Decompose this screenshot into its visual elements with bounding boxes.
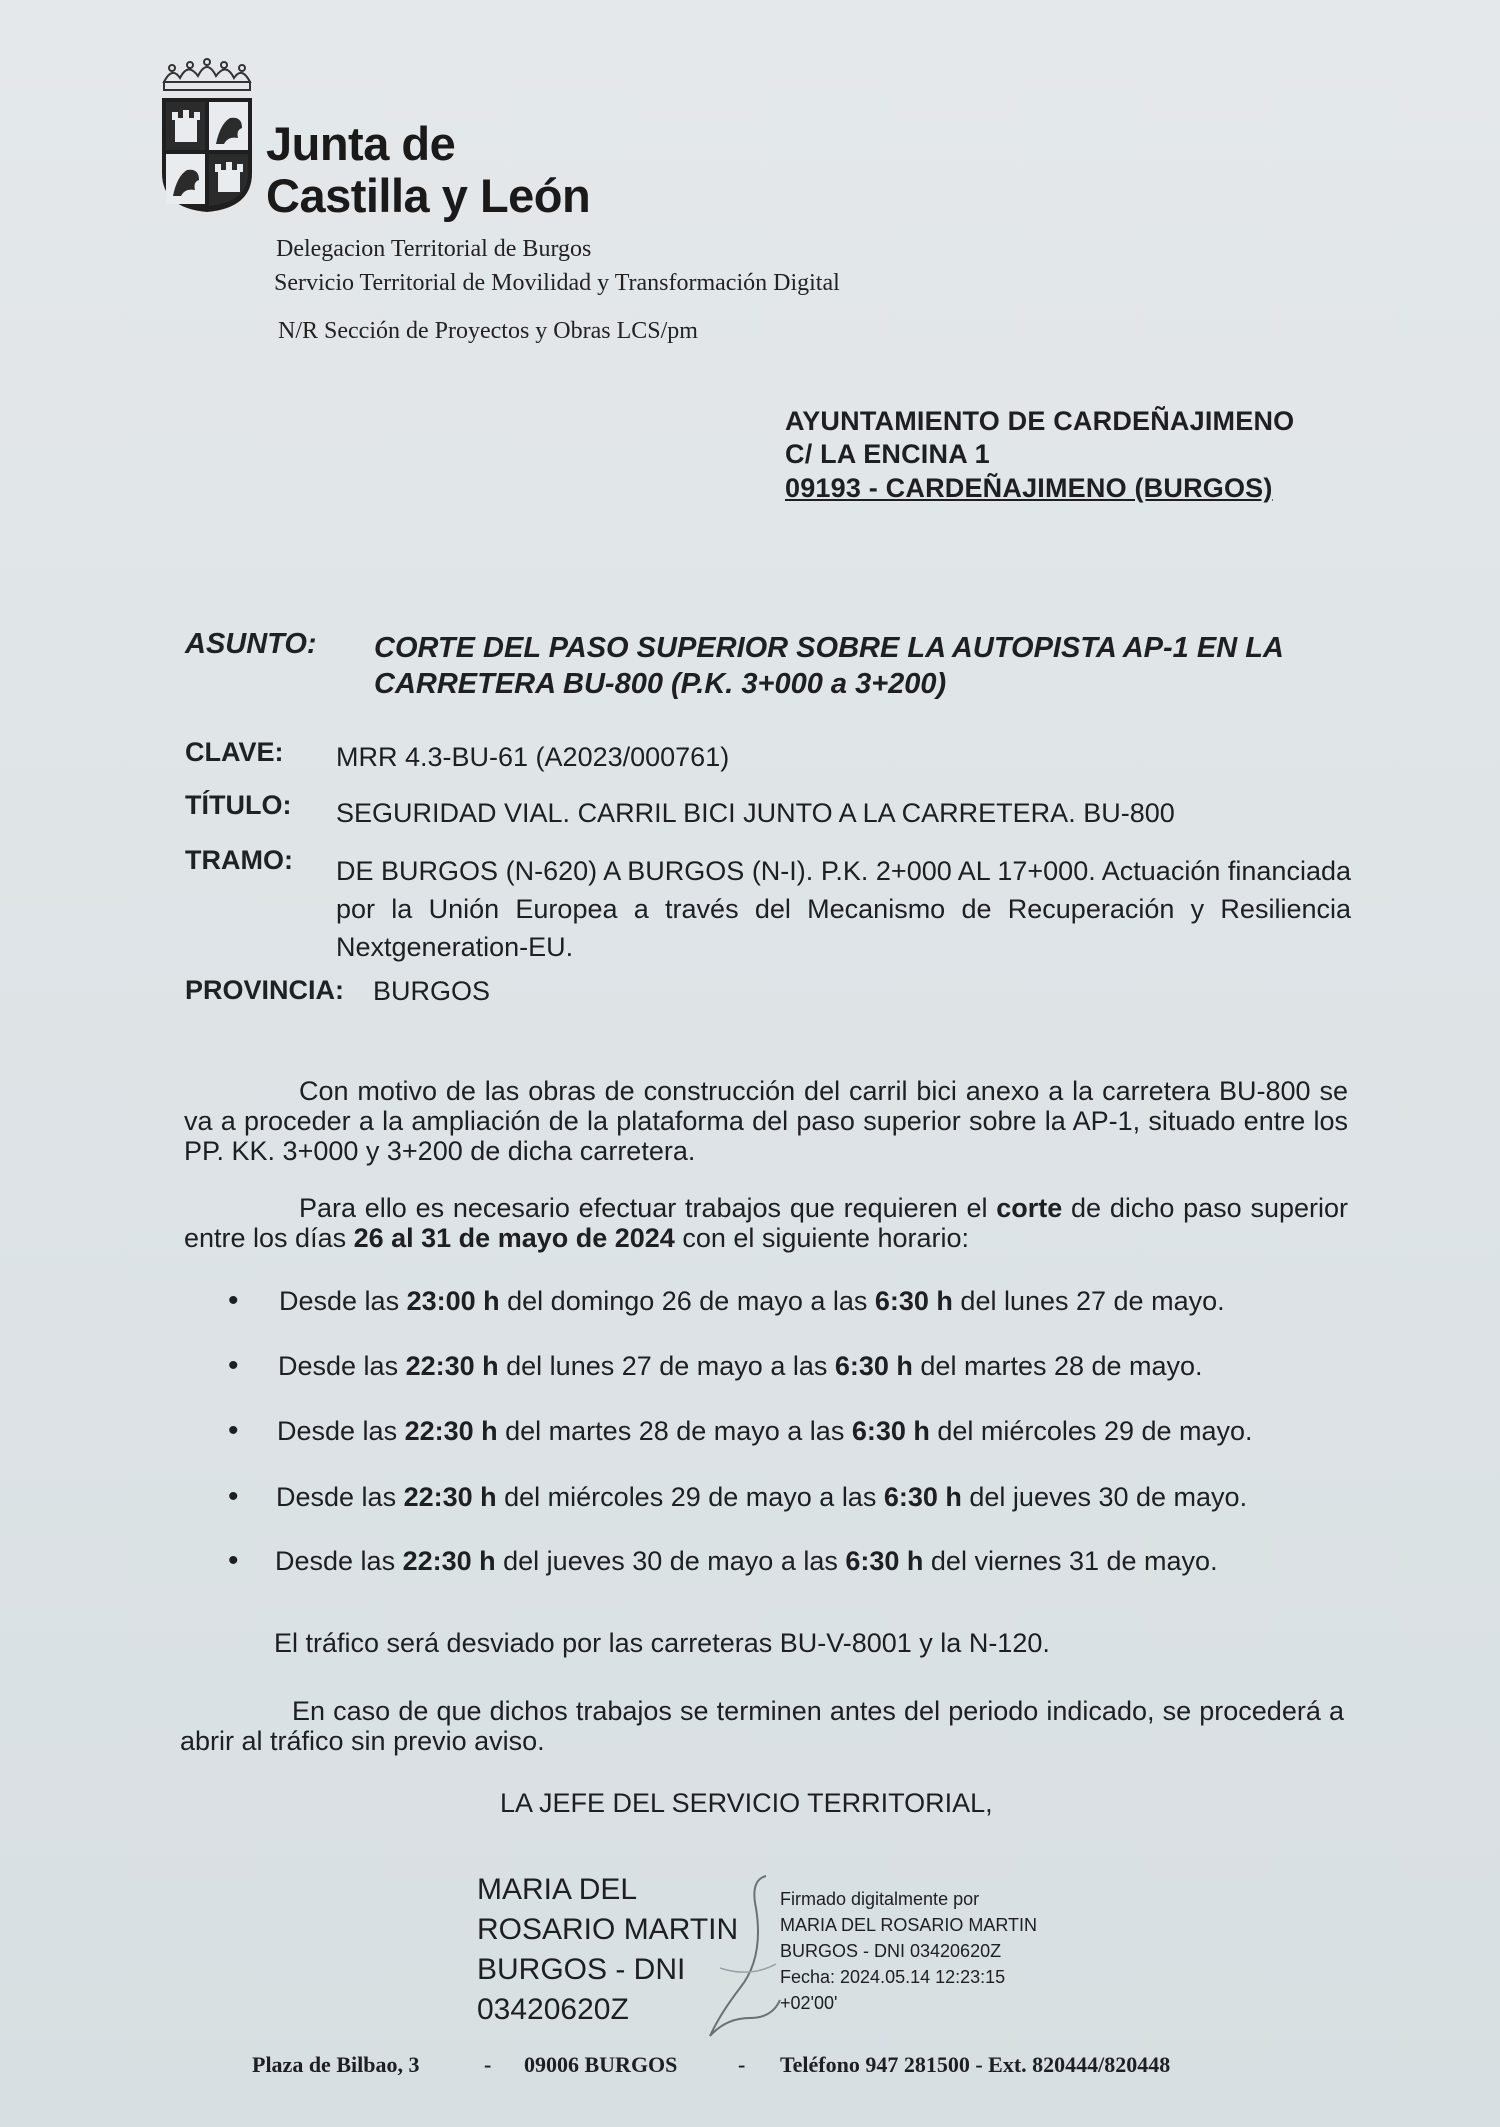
footer-separator: - <box>738 2052 746 2077</box>
body-paragraph-2: Para ello es necesario efectuar trabajos que requieren el corte de dicho paso superior entre los días 26 al 31 de mayo de 2024 con el siguiente horario: <box>184 1193 1348 1253</box>
footer-postal: 09006 BURGOS <box>524 2052 678 2077</box>
asunto-text: CORTE DEL PASO SUPERIOR SOBRE LA AUTOPISTA AP-1 EN LA CARRETERA BU-800 (P.K. 3+000 a 3+200) <box>374 632 1284 700</box>
schedule-item: Desde las 22:30 h del martes 28 de mayo a las 6:30 h del miércoles 29 de mayo. <box>277 1416 1253 1446</box>
service-line: Servicio Territorial de Movilidad y Transformación Digital <box>274 270 840 296</box>
addressee-line-2: C/ LA ENCINA 1 <box>785 439 990 469</box>
bullet-icon: • <box>228 1544 239 1577</box>
schedule-item: Desde las 22:30 h del miércoles 29 de mayo a las 6:30 h del jueves 30 de mayo. <box>276 1482 1248 1512</box>
footer-address: Plaza de Bilbao, 3 <box>252 2052 420 2077</box>
reference-line: N/R Sección de Proyectos y Obras LCS/pm <box>278 318 698 344</box>
clave-value: MRR 4.3-BU-61 (A2023/000761) <box>336 742 730 772</box>
provincia-label: PROVINCIA: <box>185 975 345 1005</box>
coat-of-arms-icon <box>158 58 256 213</box>
body-paragraph-1: Con motivo de las obras de construcción del carril bici anexo a la carretera BU-800 se va a proceder a la ampliación de la plataforma del paso superior sobre la AP-1, situado entre los PP. KK. 3+000 y 3+200 de dicha carretera. <box>184 1076 1348 1166</box>
provincia-value: BURGOS <box>373 976 491 1006</box>
footer-separator: - <box>484 2052 492 2077</box>
addressee-line-3: 09193 - CARDEÑAJIMENO (BURGOS) <box>785 473 1273 503</box>
clave-label: CLAVE: <box>185 737 284 767</box>
digital-signature-meta: Firmado digitalmente por MARIA DEL ROSARIO MARTIN BURGOS - DNI 03420620Z Fecha: 2024.05.14 12:23:15 +02'00' <box>780 1889 1038 2013</box>
signer-name: MARIA DEL ROSARIO MARTIN BURGOS - DNI 03420620Z <box>477 1873 739 2026</box>
footer-phone: Teléfono 947 281500 - Ext. 820444/820448 <box>780 2052 1171 2077</box>
body-paragraph-3: El tráfico será desviado por las carreteras BU-V-8001 y la N-120. <box>274 1628 1050 1658</box>
closing-line: LA JEFE DEL SERVICIO TERRITORIAL, <box>500 1788 993 1818</box>
bullet-icon: • <box>228 1414 239 1447</box>
titulo-value: SEGURIDAD VIAL. CARRIL BICI JUNTO A LA CARRETERA. BU-800 <box>336 798 1175 828</box>
tramo-label: TRAMO: <box>185 845 293 875</box>
schedule-item: Desde las 23:00 h del domingo 26 de mayo a las 6:30 h del lunes 27 de mayo. <box>279 1286 1225 1316</box>
asunto-label: ASUNTO: <box>185 628 317 660</box>
schedule-item: Desde las 22:30 h del jueves 30 de mayo a las 6:30 h del viernes 31 de mayo. <box>275 1546 1218 1576</box>
delegation-line: Delegacion Territorial de Burgos <box>276 236 592 262</box>
org-logo-text: Junta de Castilla y León <box>266 117 591 222</box>
tramo-value: DE BURGOS (N-620) A BURGOS (N-I). P.K. 2+000 AL 17+000. Actuación financiada por la Unión Europea a través del Mecanismo de Recuperación y Resiliencia Nextgeneration-EU. <box>336 856 1351 962</box>
titulo-label: TÍTULO: <box>185 790 292 820</box>
bullet-icon: • <box>228 1284 239 1317</box>
bullet-icon: • <box>228 1480 239 1513</box>
bullet-icon: • <box>228 1349 239 1382</box>
body-paragraph-4: En caso de que dichos trabajos se terminen antes del periodo indicado, se procederá a abrir al tráfico sin previo aviso. <box>180 1696 1344 1756</box>
addressee-line-1: AYUNTAMIENTO DE CARDEÑAJIMENO <box>785 406 1295 436</box>
schedule-item: Desde las 22:30 h del lunes 27 de mayo a las 6:30 h del martes 28 de mayo. <box>278 1351 1203 1381</box>
